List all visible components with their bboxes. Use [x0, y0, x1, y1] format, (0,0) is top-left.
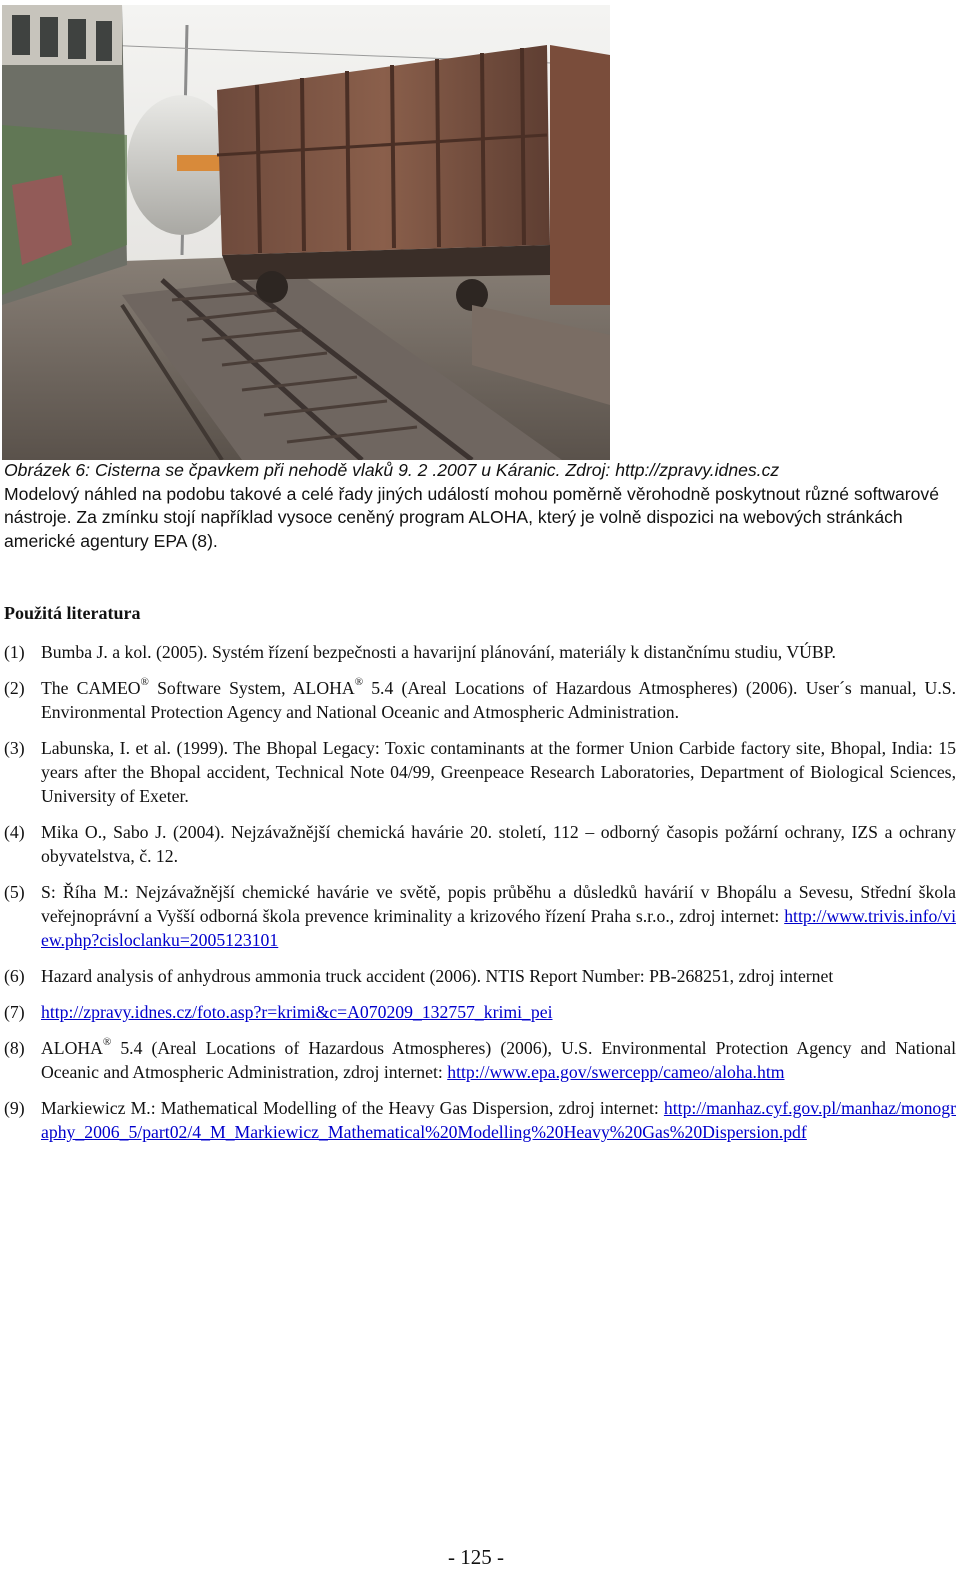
reference-text: ALOHA [41, 1038, 103, 1058]
reference-item-6 [4, 964, 956, 988]
reference-text: 5.4 (Areal Locations of Hazardous Atmospheres) (2006), U.S. Environmental Protection Agency and National Oceanic and Atmospheric Administration, zdroj internet: [41, 1038, 956, 1082]
reference-number: (7) [4, 1002, 25, 1022]
reference-link[interactable]: http://manhaz.cyf.gov.pl/manhaz/monography_2006_5/part02/4_M_Markiewicz_Mathematical%20Modelling%20Heavy%20Gas%20Dispersion.pdf [41, 1098, 956, 1142]
reference-text: Labunska, I. et al. (1999). The Bhopal Legacy: Toxic contaminants at the former Union Carbide factory site, Bhopal, India: 15 years after the Bhopal accident, Technical Note 04/99, Greenpeace Research Laboratories, Department of Biological Sciences, University of Exeter. [41, 738, 956, 806]
reference-item-7 [4, 1000, 956, 1024]
registered-mark: ® [140, 676, 149, 688]
page-number: - 125 - [448, 1545, 504, 1569]
figure-photo-train-accident [2, 5, 610, 460]
reference-number: (4) [4, 822, 25, 842]
reference-item-5 [4, 880, 956, 952]
reference-text: Mika O., Sabo J. (2004). Nejzávažnější chemická havárie 20. století, 112 – odborný časopis požární ochrany, IZS a ochrany obyvatelstva, č. 12. [41, 822, 956, 866]
reference-item-9 [4, 1096, 956, 1144]
reference-number: (2) [4, 678, 25, 698]
caption-block [4, 459, 956, 553]
reference-number: (6) [4, 966, 25, 986]
reference-item-3 [4, 736, 956, 808]
reference-number: (1) [4, 642, 25, 662]
figure-caption: Obrázek 6: Cisterna se čpavkem při nehodě vlaků 9. 2 .2007 u Káranic. Zdroj: http://zpravy.idnes.cz [4, 460, 780, 480]
registered-mark: ® [102, 1036, 112, 1048]
reference-number: (9) [4, 1098, 25, 1118]
reference-item-1 [4, 640, 956, 664]
reference-text: The CAMEO [41, 678, 141, 698]
reference-text: Software System, ALOHA [148, 678, 355, 698]
reference-number: (3) [4, 738, 25, 758]
reference-item-8 [4, 1036, 956, 1084]
reference-link[interactable]: http://www.epa.gov/swercepp/cameo/aloha.htm [447, 1062, 785, 1082]
reference-number: (5) [4, 882, 25, 902]
reference-text: 5.4 (Areal Locations of Hazardous Atmospheres) (2006). User´s manual, U.S. Environmental Protection Agency and National Oceanic and Atmospheric Administration. [41, 678, 957, 722]
reference-link[interactable]: http://zpravy.idnes.cz/foto.asp?r=krimi&c=A070209_132757_krimi_pei [41, 1002, 553, 1022]
reference-text: S: Říha M.: Nejzávažnější chemické havárie ve světě, popis průběhu a důsledků havárií v Bhopálu a Sevesu, Střední škola veřejnoprávní a Vyšší odborná škola prevence kriminality a krizového řízení Praha s.r.o., zdroj internet: [41, 882, 956, 926]
reference-text: Hazard analysis of anhydrous ammonia truck accident (2006). NTIS Report Number: PB-268251, zdroj internet [41, 966, 834, 986]
reference-item-2 [4, 676, 956, 724]
references-title: Použitá literatura [4, 603, 141, 623]
reference-number: (8) [4, 1038, 25, 1058]
reference-link[interactable]: http://www.trivis.info/view.php?cisloclanku=2005123101 [41, 906, 956, 950]
reference-text: Markiewicz M.: Mathematical Modelling of the Heavy Gas Dispersion, zdroj internet: [41, 1098, 664, 1118]
registered-mark: ® [354, 676, 364, 688]
reference-text: Bumba J. a kol. (2005). Systém řízení bezpečnosti a havarijní plánování, materiály k distančnímu studiu, VÚBP. [41, 642, 836, 662]
reference-list [4, 640, 956, 1156]
reference-item-4 [4, 820, 956, 868]
body-paragraph: Modelový náhled na podobu takové a celé řady jiných událostí mohou poměrně věrohodně poskytnout různé softwarové nástroje. Za zmínku stojí například vysoce ceněný program ALOHA, který je volně dispozici na webových stránkách americké agentury EPA (8). [4, 483, 940, 551]
